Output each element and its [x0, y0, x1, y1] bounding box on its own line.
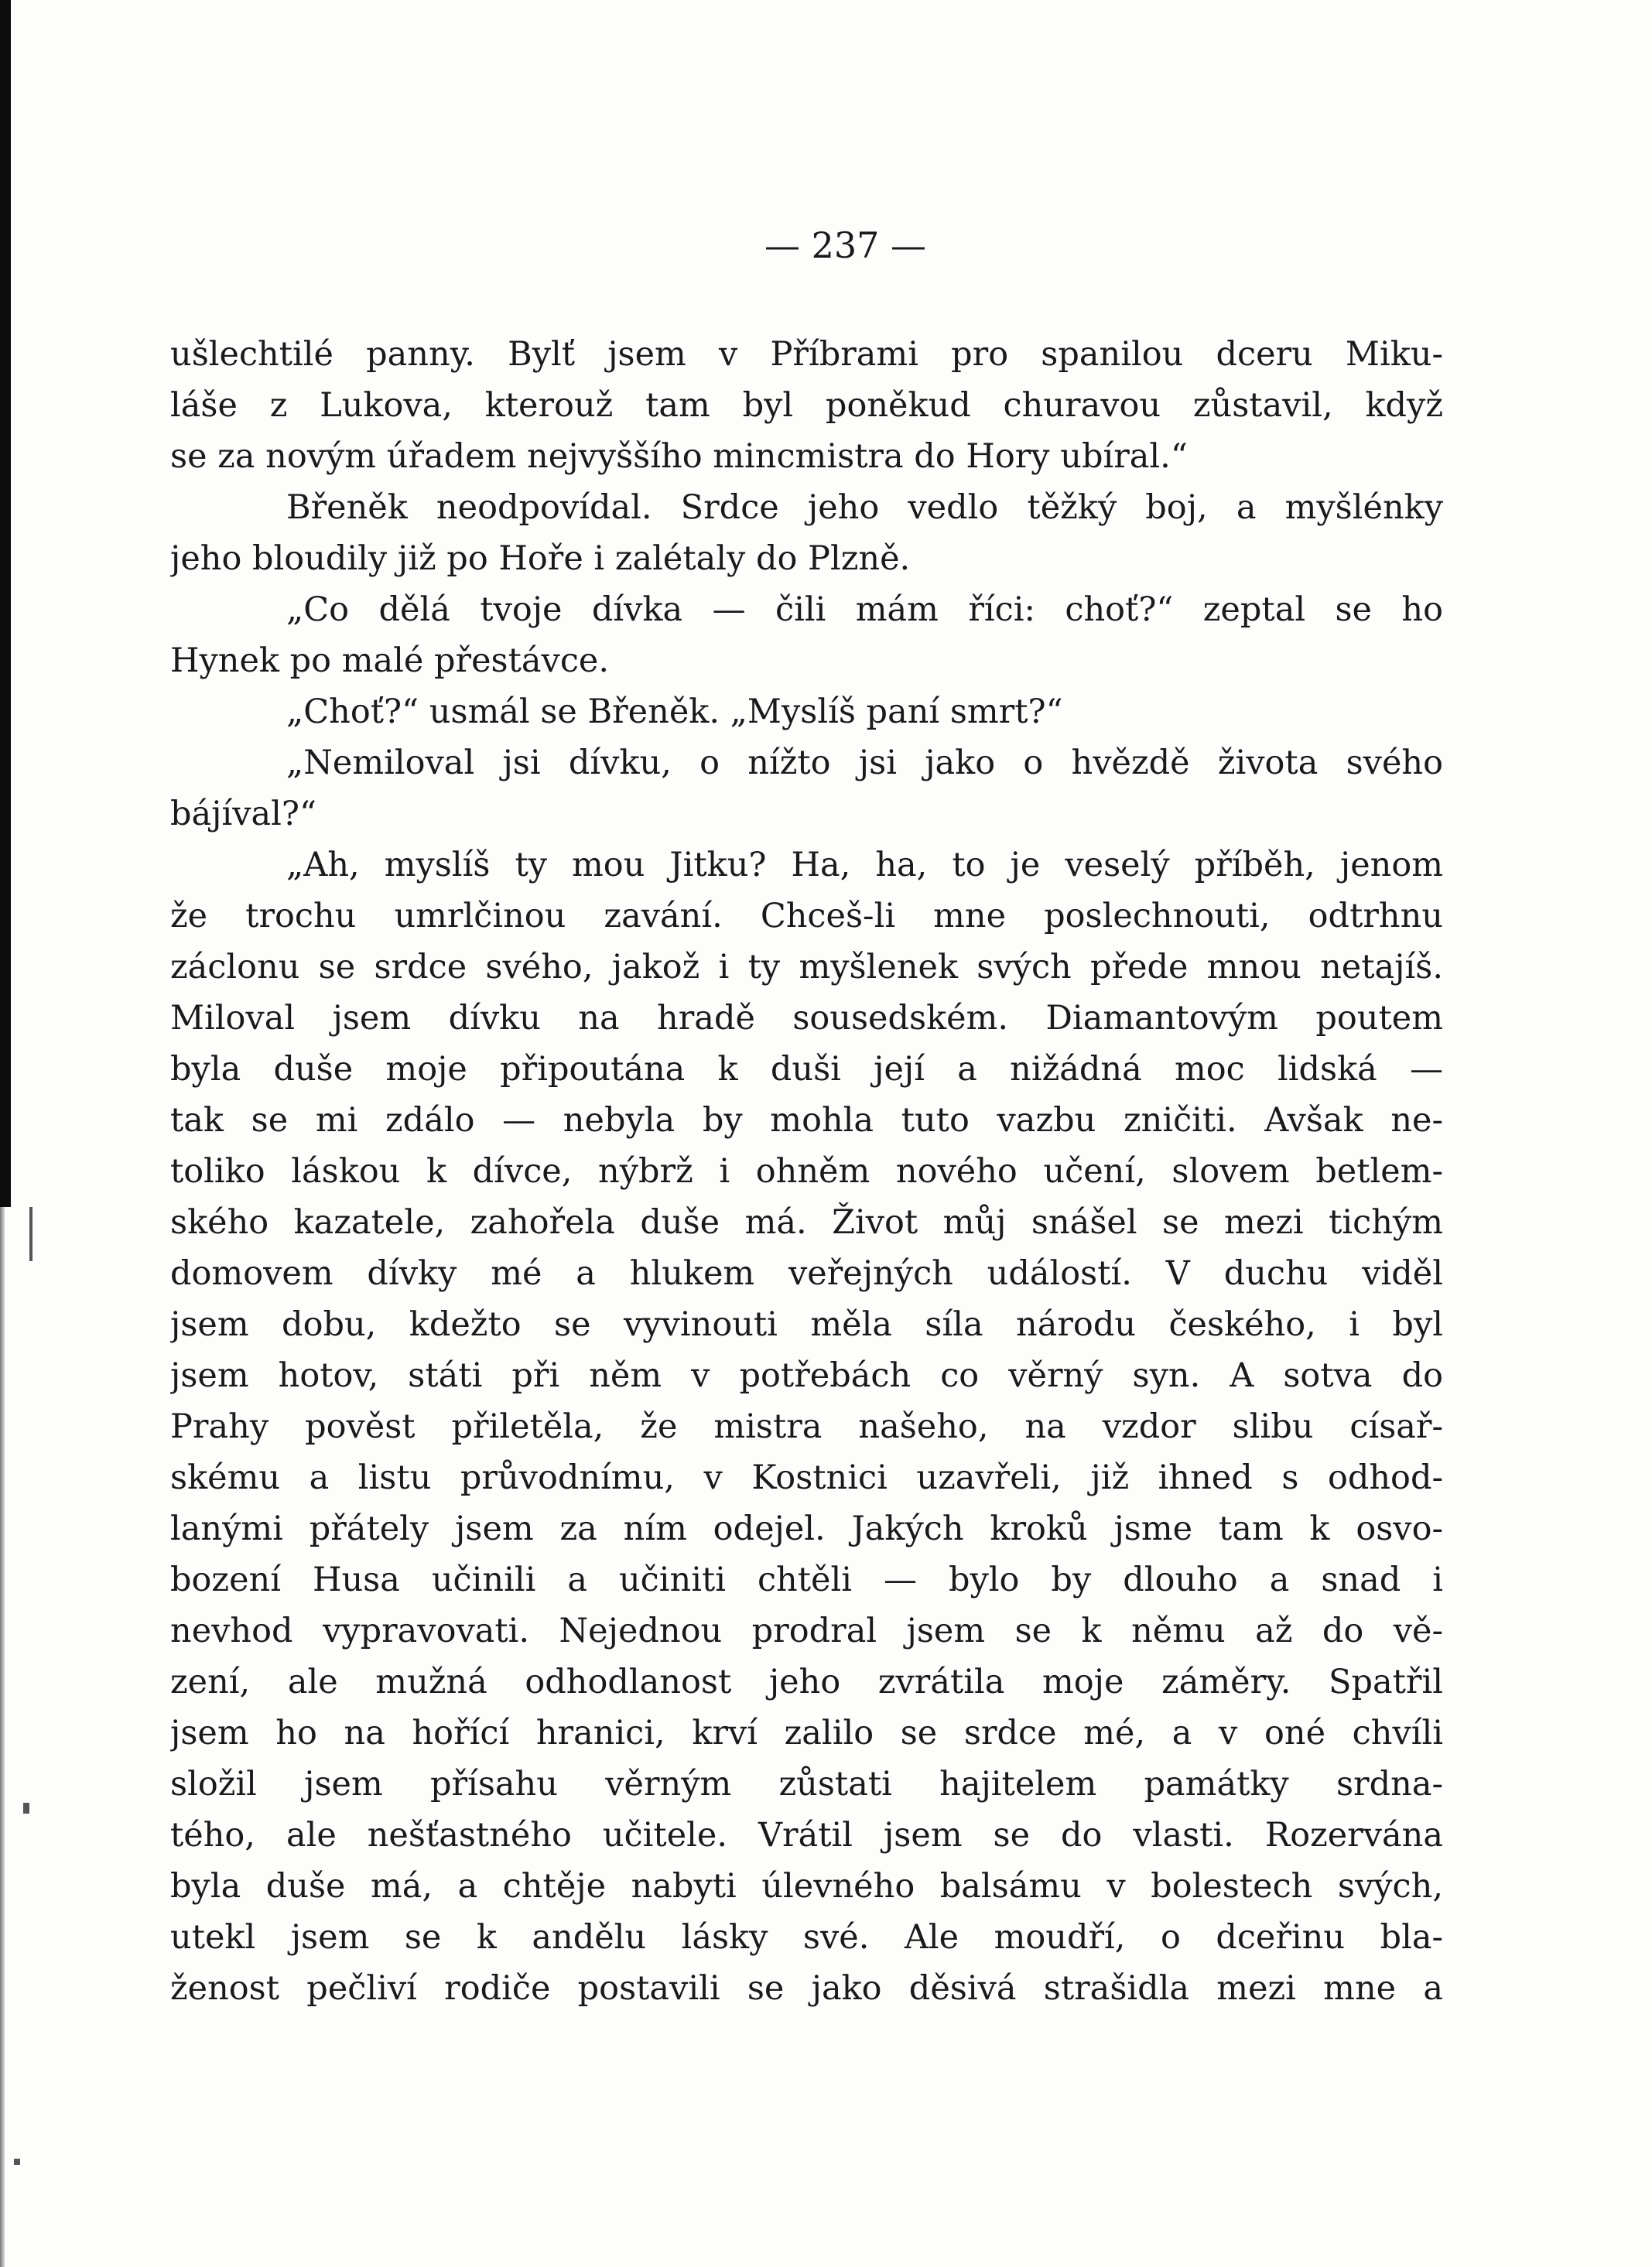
text-line: „Ah, myslíš ty mou Jitku? Ha, ha, to je veselý příběh, jenom	[286, 846, 1443, 884]
page-edge-mark	[29, 1207, 32, 1261]
page-number: — 237 —	[764, 224, 927, 266]
book-spine-shadow	[0, 0, 11, 1207]
text-line: „Co dělá tvoje dívka — čili mám říci: choť?“ zeptal se ho	[286, 590, 1443, 629]
page-edge-mark	[14, 2159, 20, 2165]
text-line: Miloval jsem dívku na hradě sousedském. Diamantovým poutem	[170, 999, 1443, 1038]
text-line: jsem dobu, kdežto se vyvinouti měla síla národu českého, i byl	[170, 1305, 1443, 1344]
text-line: „Nemiloval jsi dívku, o nížto jsi jako o hvězdě života svého	[286, 744, 1443, 782]
text-line: složil jsem přísahu věrným zůstati hajitelem památky srdna-	[170, 1765, 1443, 1804]
text-line: se za novým úřadem nejvyššího mincmistra do Hory ubíral.“	[170, 437, 1188, 476]
text-line: jeho bloudily již po Hoře i zalétaly do Plzně.	[170, 539, 911, 578]
text-line: ženost pečliví rodiče postavili se jako děsivá strašidla mezi mne a	[170, 1969, 1443, 2008]
text-line: že trochu umrlčinou zavání. Chceš-li mne poslechnouti, odtrhnu	[170, 897, 1443, 935]
text-line: byla duše má, a chtěje nabyti úlevného balsámu v bolestech svých,	[170, 1867, 1443, 1906]
text-line: jsem hotov, státi při něm v potřebách co věrný syn. A sotva do	[170, 1356, 1443, 1395]
text-line: bození Husa učinili a učiniti chtěli — bylo by dlouho a snad i	[170, 1561, 1443, 1599]
text-line: toliko láskou k dívce, nýbrž i ohněm nového učení, slovem betlem-	[170, 1152, 1443, 1191]
text-line: ského kazatele, zahořela duše má. Život můj snášel se mezi tichým	[170, 1203, 1443, 1242]
text-line: záclonu se srdce svého, jakož i ty myšlenek svých přede mnou netajíš.	[170, 948, 1443, 986]
text-line: Prahy pověst přiletěla, že mistra našeho, na vzdor slibu císař-	[170, 1407, 1443, 1446]
text-line: utekl jsem se k andělu lásky své. Ale moudří, o dceřinu bla-	[170, 1918, 1443, 1957]
book-spine-edge	[0, 1207, 5, 2267]
text-line: zení, ale mužná odhodlanost jeho zvrátila moje záměry. Spatřil	[170, 1663, 1443, 1701]
text-line: tak se mi zdálo — nebyla by mohla tuto vazbu zničiti. Avšak ne-	[170, 1101, 1443, 1140]
text-line: ušlechtilé panny. Bylť jsem v Příbrami pro spanilou dceru Miku-	[170, 335, 1443, 374]
text-line: bájíval?“	[170, 795, 316, 833]
page-edge-mark	[23, 1803, 29, 1814]
text-line: tého, ale nešťastného učitele. Vrátil jsem se do vlasti. Rozervána	[170, 1816, 1443, 1855]
text-line: byla duše moje připoutána k duši její a nižádná moc lidská —	[170, 1050, 1443, 1089]
text-line: nevhod vypravovati. Nejednou prodral jsem se k němu až do vě-	[170, 1612, 1443, 1650]
text-line: jsem ho na hořící hranici, krví zalilo se srdce mé, a v oné chvíli	[170, 1714, 1443, 1752]
text-line: lanými přátely jsem za ním odejel. Jakých kroků jsme tam k osvo-	[170, 1510, 1443, 1548]
text-line: domovem dívky mé a hlukem veřejných událostí. V duchu viděl	[170, 1254, 1443, 1293]
body-text	[170, 329, 1443, 2014]
text-line: Hynek po malé přestávce.	[170, 641, 610, 680]
text-line: skému a listu průvodnímu, v Kostnici uzavřeli, již ihned s odhod-	[170, 1458, 1443, 1497]
text-line: „Choť?“ usmál se Břeněk. „Myslíš paní smrt?“	[286, 692, 1063, 731]
text-line: Břeněk neodpovídal. Srdce jeho vedlo těžký boj, a myšlénky	[286, 488, 1443, 527]
text-line: láše z Lukova, kterouž tam byl poněkud churavou zůstavil, když	[170, 386, 1443, 425]
